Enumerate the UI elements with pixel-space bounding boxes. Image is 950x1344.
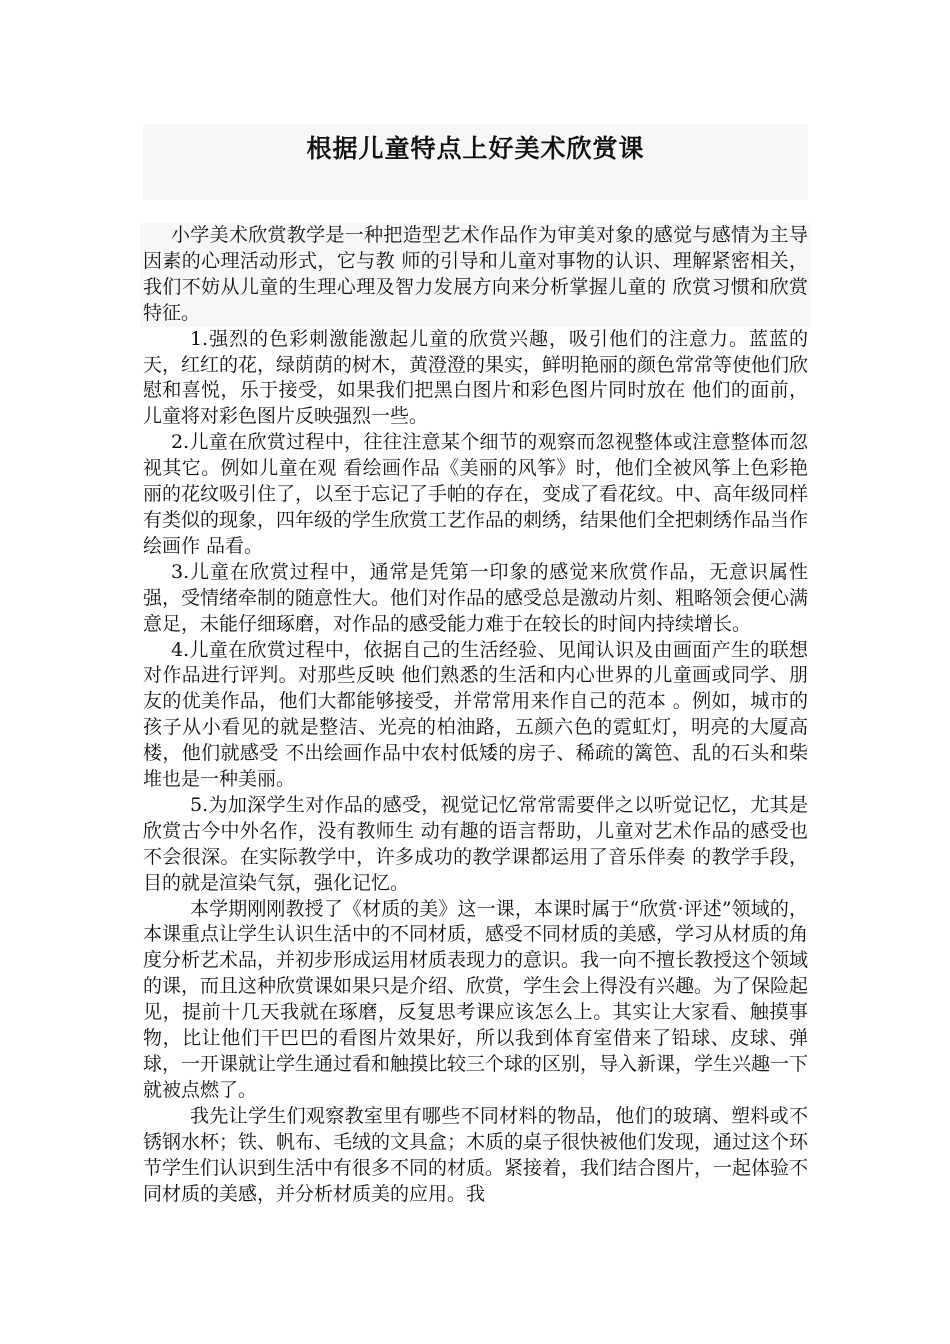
point-4-paragraph: 4.儿童在欣赏过程中，依据自己的生活经验、见闻认识及由画面产生的联想对作品进行评判。对那些反映 他们熟悉的生活和内心世界的儿童画或同学、朋友的优美作品，他们大都能够接受，并常常用来作自己的范本 。例如，城市的孩子从小看见的就是整洁、光亮的柏油路，五颜六色的霓虹灯，明亮的大厦高楼，他们就感受 不出绘画作品中农村低矮的房子、稀疏的篱笆、乱的石头和柴堆也是一种美丽。 bbox=[143, 638, 808, 791]
point-3-paragraph: 3.儿童在欣赏过程中，通常是凭第一印象的感觉来欣赏作品，无意识属性强，受情绪牵制的随意性大。他们对作品的感受总是激动片刻、粗略领会便心满意足，未能仔细琢磨，对作品的感受能力难于在较长的时间内持续增长。 bbox=[143, 560, 809, 635]
lesson-paragraph: 本学期刚刚教授了《材质的美》这一课，本课时属于“欣赏·评述”领域的，本课重点让学生认识生活中的不同材质，感受不同材质的美感，学习从材质的角度分析艺术品，并初步形成运用材质表现力的意识。我一向不擅长教授这个领域的课，而且这种欣赏课如果只是介绍、欣赏，学生会上得没有兴趣。为了保险起见，提前十几天我就在琢磨，反复思考课应该怎么上。其实让大家看、触摸事物，比让他们干巴巴的看图片效果好，所以我到体育室借来了铅球、皮球、弹球，一开课就让学生通过看和触摸比较三个球的区别，导入新课，学生兴趣一下就被点燃了。 bbox=[143, 897, 809, 1101]
point-2-paragraph: 2.儿童在欣赏过程中，往往注意某个细节的观察而忽视整体或注意整体而忽视其它。例如儿童在观 看绘画作品《美丽的风筝》时，他们全被风筝上色彩艳丽的花纹吸引住了，以至于忘记了手帕的存在，变成了看花纹。中、高年级同样有类似的现象，四年级的学生欣赏工艺作品的刺绣，结果他们全把刺绣作品当作绘画作 品看。 bbox=[143, 431, 809, 557]
activity-paragraph: 我先让学生们观察教室里有哪些不同材料的物品，他们的玻璃、塑料或不锈钢水杯；铁、帆布、毛绒的文具盒；木质的桌子很快被他们发现，通过这个环节学生们认识到生活中有很多不同的材质。紧接着，我们结合图片，一起体验不同材质的美感，并分析材质美的应用。我 bbox=[143, 1104, 809, 1205]
point-1-paragraph: 1.强烈的色彩刺激能激起儿童的欣赏兴趣，吸引他们的注意力。蓝蓝的天，红红的花，绿荫荫的树木，黄澄澄的果实，鲜明艳丽的颜色常常等使他们欣慰和喜悦，乐于接受，如果我们把黑白图片和彩色图片同时放在 他们的面前，儿童将对彩色图片反映强烈一些。 bbox=[143, 327, 809, 428]
point-5-paragraph: 5.为加深学生对作品的感受，视觉记忆常常需要伴之以听觉记忆，尤其是欣赏古今中外名作，没有教师生 动有趣的语言帮助，儿童对艺术作品的感受也不会很深。在实际教学中，许多成功的教学课都运用了音乐伴奏 的教学手段，目的就是渲染气氛，强化记忆。 bbox=[143, 793, 808, 894]
document-body bbox=[143, 223, 808, 1207]
document-title: 根据儿童特点上好美术欣赏课 bbox=[306, 134, 645, 163]
intro-paragraph: 小学美术欣赏教学是一种把造型艺术作品作为审美对象的感觉与感情为主导因素的心理活动形式，它与教 师的引导和儿童对事物的认识、理解紧密相关，我们不妨从儿童的生理心理及智力发展方向来分析掌握儿童的 欣赏习惯和欣赏特征。 bbox=[143, 224, 808, 324]
intro-highlight bbox=[140, 223, 811, 327]
